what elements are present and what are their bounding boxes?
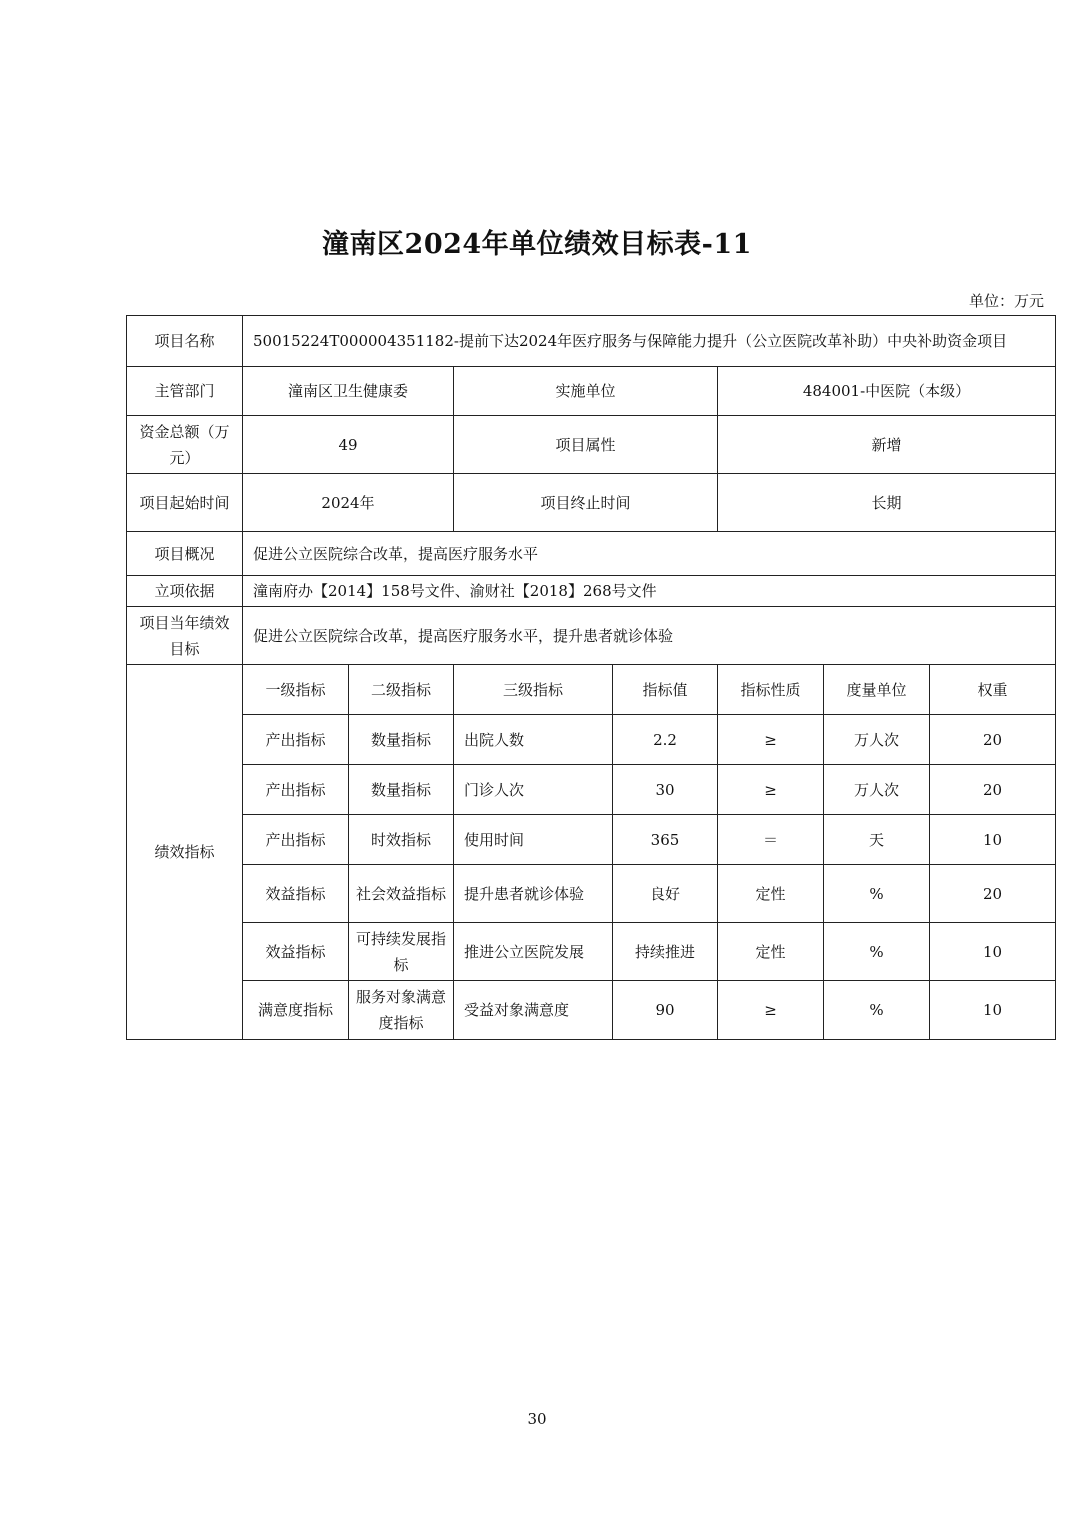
metric-level3: 出院人数 bbox=[454, 715, 613, 765]
metric-weight: 10 bbox=[930, 923, 1056, 981]
performance-table bbox=[126, 315, 1056, 1040]
department-row bbox=[127, 367, 1056, 416]
project-attribute-value: 新增 bbox=[718, 416, 1056, 474]
header-cell: 指标性质 bbox=[718, 665, 824, 715]
metric-unit: 天 bbox=[824, 815, 930, 865]
project-name-label: 项目名称 bbox=[127, 316, 243, 367]
metric-value: 365 bbox=[613, 815, 718, 865]
header-cell: 一级指标 bbox=[243, 665, 349, 715]
project-name-value: 50015224T000004351182-提前下达2024年医疗服务与保障能力提升（公立医院改革补助）中央补助资金项目 bbox=[243, 316, 1056, 367]
table-row bbox=[127, 923, 1056, 981]
table-row bbox=[127, 815, 1056, 865]
start-time-label: 项目起始时间 bbox=[127, 474, 243, 532]
metric-weight: 20 bbox=[930, 865, 1056, 923]
metric-level2: 社会效益指标 bbox=[349, 865, 454, 923]
metric-level2: 时效指标 bbox=[349, 815, 454, 865]
start-time-value: 2024年 bbox=[243, 474, 454, 532]
metric-weight: 20 bbox=[930, 715, 1056, 765]
basis-row bbox=[127, 576, 1056, 607]
metric-level1: 产出指标 bbox=[243, 765, 349, 815]
annual-goal-value: 促进公立医院综合改革，提高医疗服务水平，提升患者就诊体验 bbox=[243, 607, 1056, 665]
header-cell: 权重 bbox=[930, 665, 1056, 715]
metric-level1: 产出指标 bbox=[243, 815, 349, 865]
metrics-section-label: 绩效指标 bbox=[127, 665, 243, 1040]
basis-label: 立项依据 bbox=[127, 576, 243, 607]
header-cell: 指标值 bbox=[613, 665, 718, 715]
metric-level3: 门诊人次 bbox=[454, 765, 613, 815]
page-number: 30 bbox=[527, 1410, 547, 1428]
metric-value: 90 bbox=[613, 981, 718, 1040]
header-cell: 度量单位 bbox=[824, 665, 930, 715]
metric-nature: 定性 bbox=[718, 865, 824, 923]
metric-unit: % bbox=[824, 923, 930, 981]
metric-nature: ≥ bbox=[718, 981, 824, 1040]
metric-weight: 20 bbox=[930, 765, 1056, 815]
end-time-label: 项目终止时间 bbox=[454, 474, 718, 532]
metric-level1: 满意度指标 bbox=[243, 981, 349, 1040]
metric-nature: 定性 bbox=[718, 923, 824, 981]
metric-unit: 万人次 bbox=[824, 715, 930, 765]
metric-level2: 数量指标 bbox=[349, 765, 454, 815]
table-row bbox=[127, 981, 1056, 1040]
header-cell: 二级指标 bbox=[349, 665, 454, 715]
funds-row bbox=[127, 416, 1056, 474]
metric-level1: 产出指标 bbox=[243, 715, 349, 765]
table-row bbox=[127, 765, 1056, 815]
metric-weight: 10 bbox=[930, 981, 1056, 1040]
metric-value: 2.2 bbox=[613, 715, 718, 765]
metric-level2: 数量指标 bbox=[349, 715, 454, 765]
metric-unit: % bbox=[824, 981, 930, 1040]
metric-value: 30 bbox=[613, 765, 718, 815]
annual-goal-label: 项目当年绩效目标 bbox=[127, 607, 243, 665]
metric-level3: 使用时间 bbox=[454, 815, 613, 865]
metric-level3: 受益对象满意度 bbox=[454, 981, 613, 1040]
metric-nature: ≥ bbox=[718, 765, 824, 815]
annual-goal-row bbox=[127, 607, 1056, 665]
end-time-value: 长期 bbox=[718, 474, 1056, 532]
project-name-row bbox=[127, 316, 1056, 367]
implementing-unit-value: 484001-中医院（本级） bbox=[718, 367, 1056, 416]
metric-level3: 推进公立医院发展 bbox=[454, 923, 613, 981]
metric-weight: 10 bbox=[930, 815, 1056, 865]
metrics-header-row bbox=[127, 665, 1056, 715]
metric-unit: 万人次 bbox=[824, 765, 930, 815]
department-value: 潼南区卫生健康委 bbox=[243, 367, 454, 416]
metric-level1: 效益指标 bbox=[243, 865, 349, 923]
metric-value: 持续推进 bbox=[613, 923, 718, 981]
metric-level2: 服务对象满意度指标 bbox=[349, 981, 454, 1040]
overview-label: 项目概况 bbox=[127, 532, 243, 576]
metric-unit: % bbox=[824, 865, 930, 923]
table-row bbox=[127, 715, 1056, 765]
period-row bbox=[127, 474, 1056, 532]
metric-level3: 提升患者就诊体验 bbox=[454, 865, 613, 923]
document-title: 潼南区2024年单位绩效目标表-11 bbox=[322, 229, 752, 260]
overview-value: 促进公立医院综合改革，提高医疗服务水平 bbox=[243, 532, 1056, 576]
funds-label: 资金总额（万元） bbox=[127, 416, 243, 474]
project-attribute-label: 项目属性 bbox=[454, 416, 718, 474]
header-cell: 三级指标 bbox=[454, 665, 613, 715]
table-row bbox=[127, 865, 1056, 923]
metric-value: 良好 bbox=[613, 865, 718, 923]
implementing-unit-label: 实施单位 bbox=[454, 367, 718, 416]
basis-value: 潼南府办【2014】158号文件、渝财社【2018】268号文件 bbox=[243, 576, 1056, 607]
unit-label: 单位：万元 bbox=[968, 292, 1044, 310]
funds-value: 49 bbox=[243, 416, 454, 474]
metric-level2: 可持续发展指标 bbox=[349, 923, 454, 981]
metric-nature: ＝ bbox=[718, 815, 824, 865]
metric-level1: 效益指标 bbox=[243, 923, 349, 981]
overview-row bbox=[127, 532, 1056, 576]
metric-nature: ≥ bbox=[718, 715, 824, 765]
department-label: 主管部门 bbox=[127, 367, 243, 416]
